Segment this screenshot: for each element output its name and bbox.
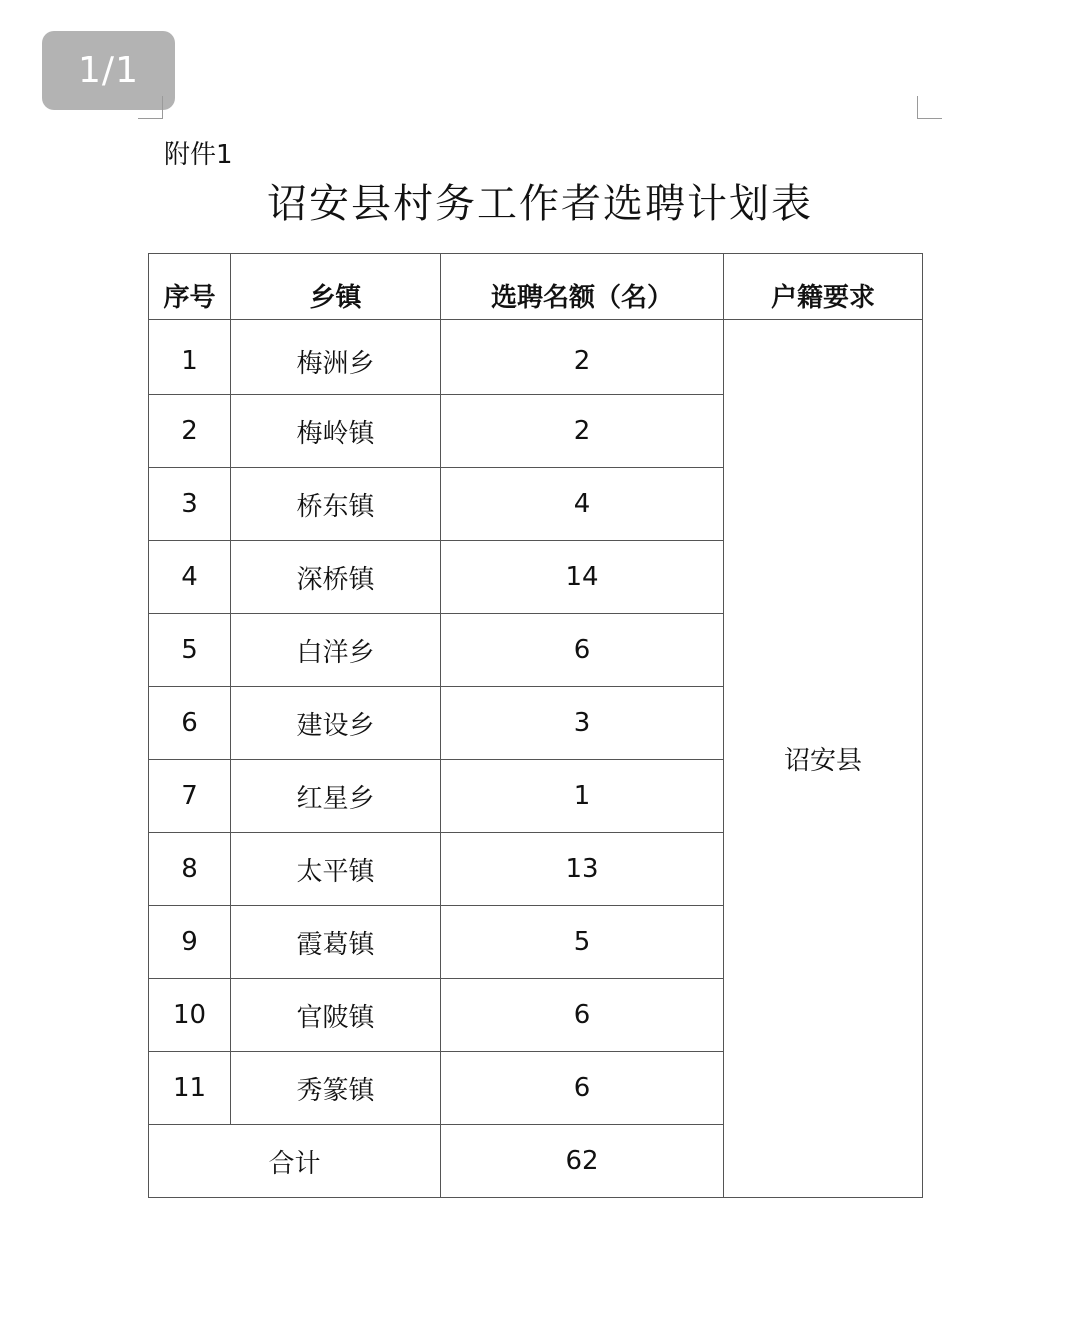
page-corner-mark-right — [917, 96, 942, 119]
recruitment-plan-table — [148, 253, 923, 1198]
cell-town: 深桥镇 — [231, 541, 441, 614]
cell-town: 建设乡 — [231, 687, 441, 760]
cell-seq: 9 — [149, 906, 231, 979]
cell-quota: 5 — [441, 906, 724, 979]
cell-seq: 5 — [149, 614, 231, 687]
table-row — [149, 320, 923, 395]
cell-town: 桥东镇 — [231, 468, 441, 541]
cell-seq: 8 — [149, 833, 231, 906]
cell-quota: 6 — [441, 614, 724, 687]
document-title: 诏安县村务工作者选聘计划表 — [267, 181, 813, 227]
cell-seq: 11 — [149, 1052, 231, 1125]
cell-quota: 2 — [441, 320, 724, 395]
header-seq: 序号 — [149, 254, 231, 320]
cell-quota: 13 — [441, 833, 724, 906]
cell-quota: 2 — [441, 395, 724, 468]
header-town: 乡镇 — [231, 254, 441, 320]
cell-seq: 6 — [149, 687, 231, 760]
cell-quota: 14 — [441, 541, 724, 614]
cell-town: 霞葛镇 — [231, 906, 441, 979]
cell-town: 白洋乡 — [231, 614, 441, 687]
cell-huji-requirement: 诏安县 — [724, 320, 923, 1198]
cell-quota: 3 — [441, 687, 724, 760]
cell-town: 梅洲乡 — [231, 320, 441, 395]
cell-quota: 6 — [441, 979, 724, 1052]
cell-town: 梅岭镇 — [231, 395, 441, 468]
cell-total-quota: 62 — [441, 1125, 724, 1198]
page-indicator: 1/1 — [42, 31, 175, 110]
page-corner-mark-left — [138, 96, 163, 119]
cell-quota: 4 — [441, 468, 724, 541]
cell-town: 红星乡 — [231, 760, 441, 833]
cell-town: 官陂镇 — [231, 979, 441, 1052]
cell-town: 秀篆镇 — [231, 1052, 441, 1125]
header-quota: 选聘名额（名） — [441, 254, 724, 320]
cell-town: 太平镇 — [231, 833, 441, 906]
cell-seq: 3 — [149, 468, 231, 541]
cell-seq: 1 — [149, 320, 231, 395]
cell-total-label: 合计 — [149, 1125, 441, 1198]
cell-quota: 1 — [441, 760, 724, 833]
cell-seq: 7 — [149, 760, 231, 833]
table-header-row — [149, 254, 923, 320]
cell-seq: 2 — [149, 395, 231, 468]
header-huji: 户籍要求 — [724, 254, 923, 320]
cell-quota: 6 — [441, 1052, 724, 1125]
cell-seq: 10 — [149, 979, 231, 1052]
attachment-label: 附件1 — [164, 140, 233, 170]
cell-seq: 4 — [149, 541, 231, 614]
